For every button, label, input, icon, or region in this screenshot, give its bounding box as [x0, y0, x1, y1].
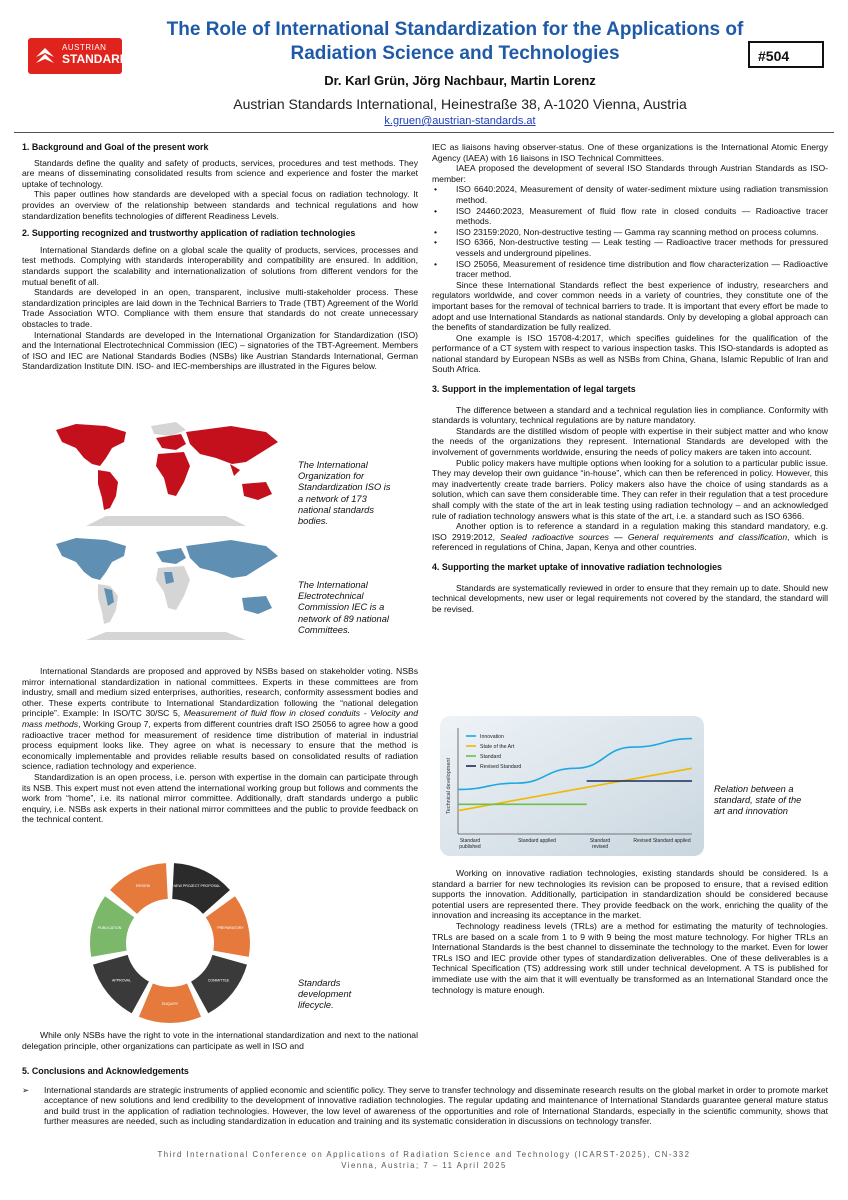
poster-title — [130, 18, 780, 66]
s3-paragraph: Public policy makers have multiple options when looking for a solution to a particular public issue. They may develop their own guidance “in-house”, which can then be referenced in policy. However, this may inadvertently create trade barriers. Policy makers also have the choice of using standards as a solution, which can save them considerable time. They can refer in their regulation that a test procedure shall comply with the state of the art in leak testing using radiation technology – and an acknowledged rule of radiation technology answers what is this state of the art, i.e. a standard such as ISO 6366. — [432, 457, 828, 521]
footer — [0, 1149, 848, 1171]
s2-paragraph: One example is ISO 15708-4:2017, which specifies guidelines for the qualification of the performance of a CT system with respect to various inspection tasks. This ISO-standards is adopted as national standard by European NSBs as well as NSBs from China, Ghana, Islamic Republic of Iran and South Africa. — [432, 332, 828, 375]
footer-line-2: Vienna, Austria; 7 – 11 April 2025 — [341, 1161, 507, 1170]
x-stage-label: revised — [591, 844, 609, 850]
lifecycle-segment-label: APPROVAL — [111, 978, 132, 983]
section-4-heading: 4. Supporting the market uptake of innovative radiation technologies — [432, 561, 722, 572]
title-line-2: Radiation Science and Technologies — [290, 43, 620, 64]
affiliation: Austrian Standards International, Heinestraße 38, A-1020 Vienna, Austria — [233, 96, 687, 112]
section-5-heading: 5. Conclusions and Acknowledgements — [22, 1066, 189, 1076]
iso-map-caption: The International Organization for Standardization ISO is a network of 173 national standards bodies. — [298, 460, 391, 527]
legend-label: Innovation — [480, 734, 504, 740]
iso-standard-item: • ISO 23159:2020, Non-destructive testing — Gamma ray scanning method on process columns. — [432, 227, 828, 238]
lifecycle-segment-label: REVIEW — [136, 884, 151, 889]
conclusion-text: International standards are strategic instruments of applied economic and scientific policy. They serve to transfer technology and disseminate research results on the global market in order to promote market acceptance of new solutions and lend credibility to the development of innovative radiation technologies. The regular updating and maintenance of International Standards guarantee general mature status and build trust in the application of radiation technologies. However, the low level of awareness of the opportunities and role of International Standards, especially in the scientific community, shows that further measures are needed, such as including standardization in education and training and its systematic consideration in discussions on technology transfer. — [44, 1084, 828, 1127]
iso-standard-item: • ISO 6366, Non-destructive testing — Leak testing — Radioactive tracer methods for pressured vessels and underground pipelines. — [432, 237, 828, 258]
lifecycle-segment-label: PREPARATORY — [217, 926, 244, 931]
iso-world-map — [46, 418, 291, 530]
s4-paragraph: Working on innovative radiation technologies, existing standards should be considered. Is a standard a barrier for new technologies its revision can be proposed to ensure, that a revised edition supports the innovation. Additionally, participation in standardization should be considered because potential users are represented there. They provide feedback on the work, enriching the quality of the innovation and increasing its acceptance in the market. — [432, 868, 828, 921]
section-2-heading: 2. Supporting recognized and trustworthy application of radiation technologies — [22, 228, 356, 239]
lifecycle-segment-label: PUBLICATION — [97, 926, 122, 931]
x-stage-label: Revised Standard applied — [633, 838, 691, 844]
right-column-text — [432, 142, 828, 614]
lifecycle-segment-label: COMMITTEE — [207, 978, 230, 983]
s2-paragraph-delegation: International Standards are proposed and approved by NSBs based on stakeholder voting. NSBs mirror international standardization in national committees. Experts in these committees are from industry, small and medium sized enterprises, authorities, research, conformity assessment bodies and other. These experts contribute to International Standardization following the “national delegation principle”. Example: In ISO/TC 30/SC 5, Measurement of fluid flow in closed conduits - Velocity and mass methods, Working Group 7, experts from different countries draft ISO 25056 to agree how a good radioactive tracer method for measurement of residence time distribution of material in industrial process equipment looks like. They agree on what is necessary to ensure that the method is economically implementable and provides reliable results based on consolidated results of radiation science, radiation technology and experience. — [22, 666, 418, 772]
right-column-text-2 — [432, 868, 828, 995]
conclusion-item — [22, 1085, 828, 1127]
footer-line-1: Third International Conference on Applications of Radiation Science and Technology (ICARST-2025), CN-332 — [157, 1150, 691, 1159]
section-5 — [22, 1066, 828, 1127]
lifecycle-segment-label: ENQUIRY — [161, 1002, 179, 1006]
left-column-text-3 — [22, 1030, 418, 1051]
logo-big-text: STANDARDS — [62, 52, 137, 66]
y-axis-label: Technical development — [446, 758, 452, 814]
s3-paragraph-regulation: Another option is to reference a standard in a regulation making this standard mandatory, e.g. ISO 2919:2012, Sealed radioactive sources — General requirements and classification, which is referenced in regulations of China, Japan, Kenya and other countries. — [432, 521, 829, 553]
s2-paragraph: Standardization is an open process, i.e. person with expertise in the domain can participate through its NSB. This expert must not even attend the international working group but follows and comments the work from “home”, i.e. its national mirror committee. Additionally, draft standards undergo a public enquiry, i.e. NSBs ask experts in their national mirror committees and the public to provide feedback on the technical content. — [22, 771, 418, 825]
austrian-standards-logo — [28, 38, 137, 74]
arrow-bullet-icon: ➢ — [22, 1084, 30, 1095]
x-stage-label: Standard applied — [518, 838, 556, 844]
iso-standards-list — [432, 184, 828, 279]
s4-paragraph: Standards are systematically reviewed in order to ensure that they remain up to date. Should new technical developments, new user or legal requirements not covered by the standard, the standard will be revised. — [432, 582, 828, 614]
s2-paragraph: International Standards define on a global scale the quality of products, services, processes and test methods. Complying with standards interoperability and compatibility are ensured. In addition, standards support the scalability and internationalization of solutions from different vendors for the mutual benefit of all. — [22, 244, 418, 287]
section-3-heading: 3. Support in the implementation of legal targets — [432, 384, 636, 395]
left-column-text-2 — [22, 666, 418, 825]
chart-caption: Relation between a standard, state of the art and innovation — [714, 784, 802, 817]
lifecycle-caption: Standards development lifecycle. — [298, 978, 352, 1011]
logo-small-text: AUSTRIAN — [62, 43, 107, 52]
legend-label: Standard — [480, 754, 502, 760]
iso-standard-item: • ISO 24460:2023, Measurement of fluid flow rate in closed conduits — Radioactive tracer methods. — [432, 206, 828, 227]
innovation-chart — [440, 716, 704, 856]
iec-map-caption: The International Electrotechnical Commission IEC is a network of 89 national Committees. — [298, 580, 389, 635]
x-stage-label: Standard — [459, 838, 481, 844]
map-member-land — [56, 424, 278, 510]
iso-standard-item: • ISO 25056, Measurement of residence time distribution and flow characterization — Radioactive tracer method. — [432, 259, 828, 280]
s2-paragraph: While only NSBs have the right to vote in the international standardization and next to the national delegation principle, other organizations can participate as well in ISO and — [22, 1030, 418, 1051]
s2-paragraph: IAEA proposed the development of several ISO Standards through Austrian Standards as ISO-member: — [432, 163, 828, 184]
x-stage-label: Standard — [589, 838, 611, 844]
lifecycle-segment-label: NEW PROJECT PROPOSAL — [173, 884, 221, 889]
title-line-1: The Role of International Standardization for the Applications of — [166, 19, 744, 40]
s1-paragraph: This paper outlines how standards are developed with a special focus on radiation technology. It provides an overview of the relationship between standards and technical regulations and how standardization benefits technologies of different Readiness Levels. — [22, 189, 418, 221]
s2-paragraph: IEC as liaisons having observer-status. One of these organizations is the International Atomic Energy Agency (IAEA) with 16 liaisons in ISO Technical Committees. — [432, 142, 828, 163]
header-divider — [14, 132, 834, 133]
s3-paragraph: Standards are the distilled wisdom of people with expertise in their subject matter and who know the needs of the organizations they represent. International Standards are developed with the involvement of governments worldwide, ensuring the needs of policy makers are taken into account. — [432, 425, 828, 458]
iec-world-map — [46, 532, 291, 644]
s2-paragraph: Standards are developed in an open, transparent, inclusive multi-stakeholder process. These standardization principles are laid down in the Technical Barriers to Trade (TBT) Agreement of the World Trade Association WTO. Compliance with them ensure that standards do not create unnecessary obstacles to trade. — [22, 287, 418, 329]
lifecycle-diagram — [80, 858, 260, 1028]
legend-label: State of the Art — [480, 744, 515, 750]
left-column-text — [22, 142, 418, 372]
authors: Dr. Karl Grün, Jörg Nachbaur, Martin Lorenz — [324, 73, 596, 88]
iso-standard-item: • ISO 6640:2024, Measurement of density of water-sediment mixture using radiation transmission method. — [432, 184, 828, 205]
s1-paragraph: Standards define the quality and safety of products, services, procedures and test methods. They are means of disseminating consolidated results from science and experience and foster the market uptake of technology. — [22, 157, 418, 189]
poster-id: #504 — [748, 41, 824, 68]
email-link[interactable]: k.gruen@austrian-standards.at — [384, 115, 536, 127]
legend-label: Revised Standard — [480, 764, 522, 770]
s4-paragraph: Technology readiness levels (TRLs) are a method for estimating the maturity of technologies. TRLs are based on a scale from 1 to 9 with 9 being the most mature technology. For higher TRLs an International Standards is the best channel to disseminate the technology to the market. Even for lower TRLs ISO and IEC provide other types of standardization deliverables. One of these deliverables is a Technical Specification (TS) addressing work still under technical development. A TS is published for immediate use with the aim that it will eventually be transformed as an International Standard once the technology is mature enough. — [432, 920, 828, 995]
logo-mark-icon — [34, 45, 56, 67]
x-stage-label: published — [459, 844, 481, 850]
s2-paragraph: Since these International Standards reflect the best experience of industry, researchers and regulators worldwide, and cover common needs in a variety of countries, they constitute one of the important bases for the removal of technical barriers to trade. It is important that every effort be made to adopt and use International Standards as national standards. Only by developing a global approach can the benefits of standardization be fully realized. — [432, 279, 828, 333]
s3-paragraph: The difference between a standard and a technical regulation lies in compliance. Conformity with standards is voluntary, technical regulations are by nature mandatory. — [432, 404, 828, 426]
section-1-heading: 1. Background and Goal of the present work — [22, 142, 209, 152]
s2-paragraph: International Standards are developed in the International Organization for Standardization (ISO) and the International Electrotechnical Commission (IEC) – signatories of the TBT-Agreement. Members of ISO and IEC are National Standards Bodies (NSBs) like Austrian Standards International, German Standardization Institute DIN. ISO- and IEC-memberships are illustrated in the Figures below. — [22, 329, 418, 372]
